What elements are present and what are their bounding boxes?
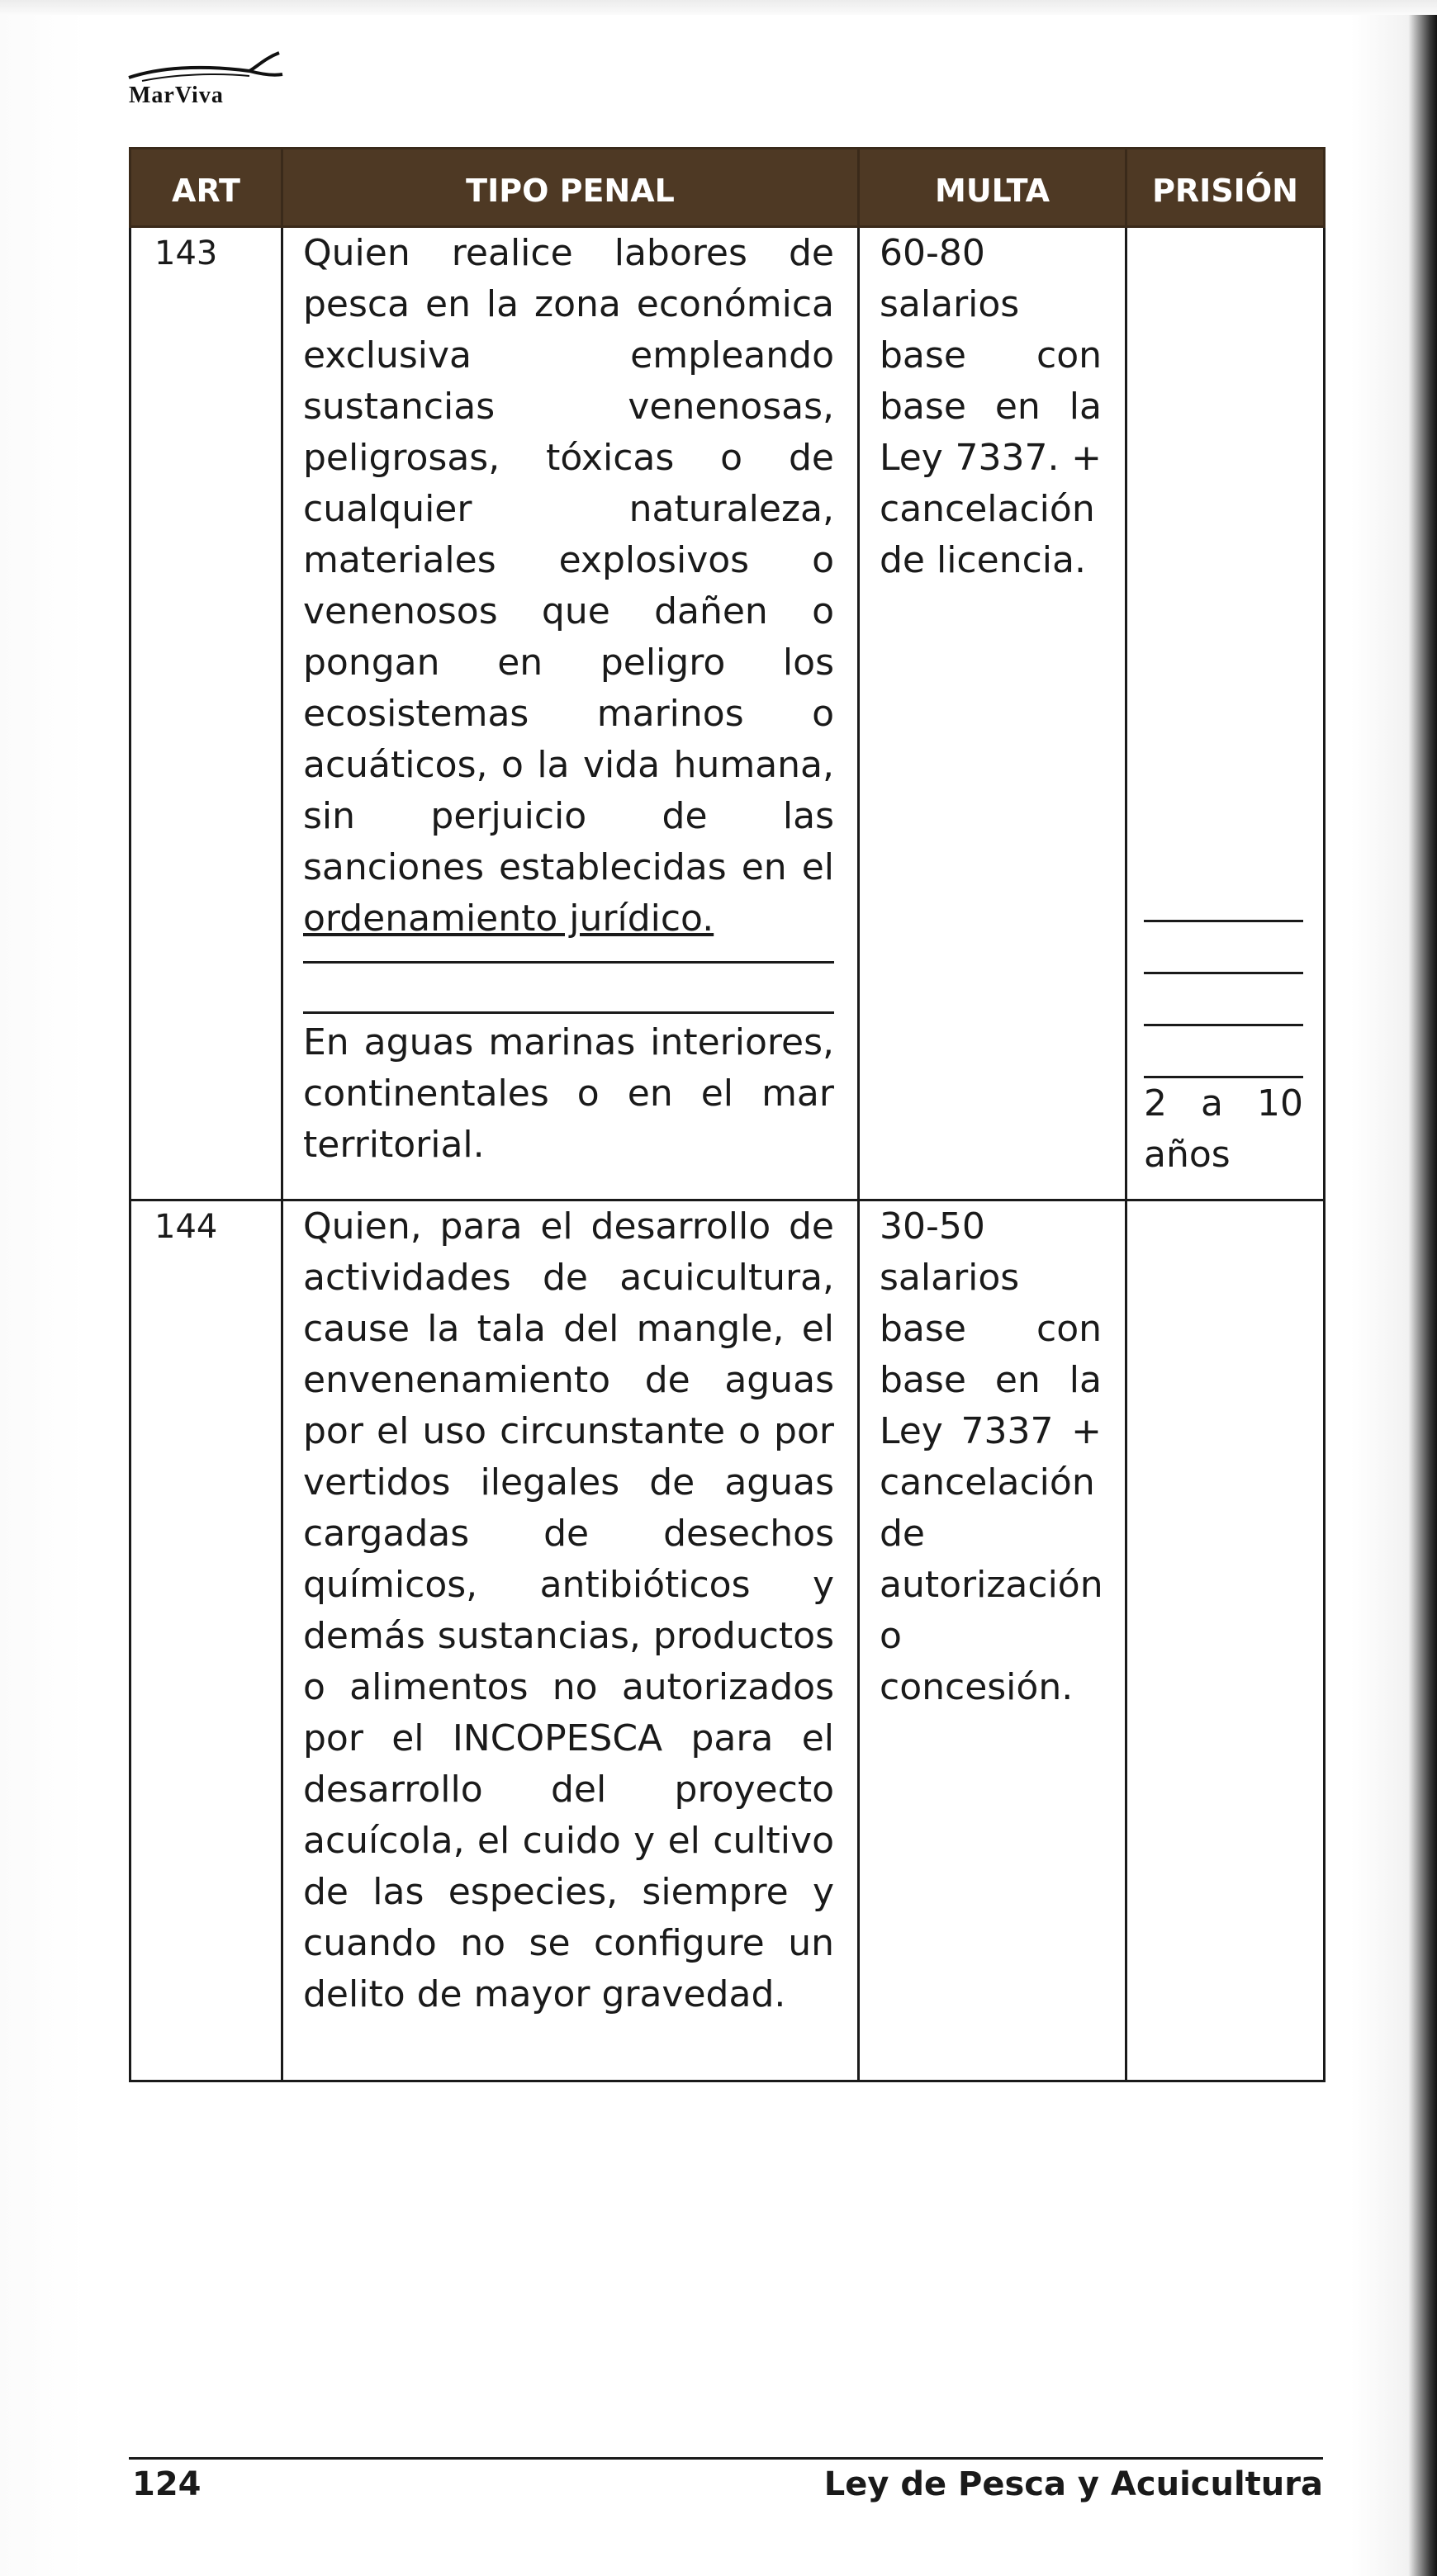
table-header-row — [130, 149, 1325, 227]
table-row — [130, 1200, 1325, 2081]
page-number: 124 — [132, 2465, 202, 2503]
header-art: ART — [130, 149, 282, 227]
page-edge — [0, 0, 1437, 15]
art-number: 144 — [130, 1200, 282, 2081]
multa-text: 60-80 salarios base con base en la Ley 7337. + cancelación de licencia. — [880, 232, 1102, 581]
tipo-penal-text: Quien realice labores de pesca en la zona económica exclusiva empleando sustancias venenosas, peligrosas, tóxicas o de cualquier naturaleza, materiales explosivos o venenosos que dañen o pongan en peligro los ecosistemas marinos o acuáticos, o la vida humana, sin perjuicio de las sanciones establecidas en el ordenamiento jurídico. — [303, 232, 834, 940]
book-title: Ley de Pesca y Acuicultura — [823, 2465, 1323, 2503]
multa-cell — [859, 227, 1126, 1200]
prision-text: 2 a 10 años — [1144, 1082, 1303, 1176]
tipo-penal-subtext: En aguas marinas interiores, continentales o en el mar territorial. — [303, 1021, 834, 1166]
art-number: 143 — [130, 227, 282, 1200]
header-prision: PRISIÓN — [1126, 149, 1325, 227]
footer-rule — [129, 2457, 1323, 2460]
header-tipo-penal: TIPO PENAL — [282, 149, 859, 227]
multa-text: 30-50 salarios base con base en la Ley 7337 + cancelación de autorización o concesión. — [880, 1205, 1103, 1708]
prision-cell — [1126, 1200, 1325, 2081]
table-row — [130, 227, 1325, 1200]
fish-wave-logo-icon — [126, 46, 291, 88]
marviva-logo — [126, 46, 307, 112]
multa-cell — [859, 1200, 1126, 2081]
prision-cell — [1126, 227, 1325, 1200]
tipo-penal-text: Quien, para el desarrollo de actividades de acuicultura, cause la tala del mangle, el envenenamiento de aguas por el uso circunstante o por vertidos ilegales de aguas cargadas de desechos químicos, antibióticos y demás sustancias, productos o alimentos no autorizados por el INCOPESCA para el desarrollo del proyecto acuícola, el cuido y el cultivo de las especies, siempre y cuando no se configure un delito de mayor gravedad. — [303, 1205, 834, 2015]
tipo-penal-cell — [282, 1200, 859, 2081]
blank-line — [303, 1011, 834, 1014]
header-multa: MULTA — [859, 149, 1126, 227]
tipo-penal-cell — [282, 227, 859, 1200]
penalty-table — [129, 147, 1326, 2082]
logo-text: MarViva — [129, 83, 224, 108]
